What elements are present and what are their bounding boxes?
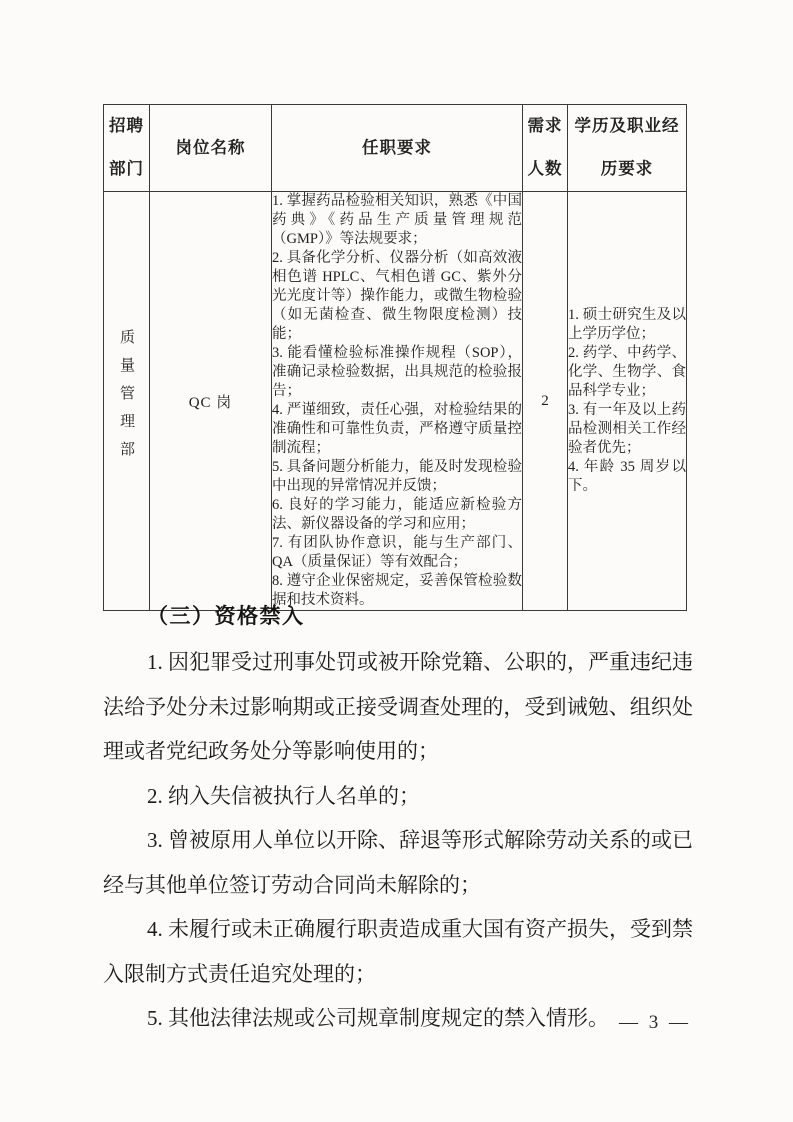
page-number: — 3 —: [619, 1012, 691, 1033]
disqualification-item-3: 3. 曾被原用人单位以开除、辞退等形式解除劳动关系的或已经与其他单位签订劳动合同尚未解除的；: [103, 828, 693, 897]
table-row: [104, 192, 687, 611]
header-education-experience: 学历及职业经历要求: [568, 105, 687, 192]
requirement-item: 1. 掌握药品检验相关知识，熟悉《中国药典》《药品生产质量管理规范（GMP）》等法规要求；: [272, 193, 522, 247]
disqualification-item-4: 4. 未履行或未正确履行职责造成重大国有资产损失，受到禁入限制方式责任追究处理的；: [103, 917, 693, 986]
header-position-name: 岗位名称: [150, 105, 272, 192]
qualifications-cell: [568, 192, 687, 611]
position-cell: QC 岗: [150, 192, 272, 611]
requirements-cell: [272, 192, 523, 611]
department-cell: [104, 192, 150, 611]
qualification-item: 3. 有一年及以上药品检测相关工作经验者优先；: [568, 402, 686, 456]
qualification-item: 2. 药学、中药学、化学、生物学、食品科学专业；: [568, 345, 686, 399]
qualification-item: 4. 年龄 35 周岁以下。: [568, 459, 686, 494]
requirement-item: 3. 能看懂检验标准操作规程（SOP），准确记录检验数据，出具规范的检验报告；: [272, 345, 522, 399]
requirement-item: 4. 严谨细致，责任心强，对检验结果的准确性和可靠性负责，严格遵守质量控制流程；: [272, 402, 522, 456]
requirement-item: 6. 良好的学习能力，能适应新检验方法、新仪器设备的学习和应用；: [272, 497, 522, 532]
requirement-item: 2. 具备化学分析、仪器分析（如高效液相色谱 HPLC、气相色谱 GC、紫外分光光度计等）操作能力，或微生物检验（如无菌检查、微生物限度检测）技能；: [272, 250, 522, 342]
qualification-item: 1. 硕士研究生及以上学历学位；: [568, 307, 686, 342]
disqualification-item-1: 1. 因犯罪受过刑事处罚或被开除党籍、公职的，严重违纪违法给予处分未过影响期或正接受调查处理的，受到诫勉、组织处理或者党纪政务处分等影响使用的；: [103, 650, 693, 763]
requirement-item: 5. 具备问题分析能力，能及时发现检验中出现的异常情况并反馈；: [272, 459, 522, 494]
table-header-row: [104, 105, 687, 192]
recruitment-table: [103, 104, 687, 611]
disqualification-item-2: 2. 纳入失信被执行人名单的；: [147, 783, 420, 808]
disqualification-item-5: 5. 其他法律法规或公司规章制度规定的禁入情形。: [147, 1006, 609, 1030]
header-headcount: 需求人数: [523, 105, 568, 192]
disqualification-section: [103, 594, 693, 1041]
requirement-item: 8. 遵守企业保密规定，妥善保管检验数据和技术资料。: [272, 573, 522, 608]
requirement-item: 7. 有团队协作意识，能与生产部门、QA（质量保证）等有效配合；: [272, 535, 522, 570]
section-title: （三）资格禁入: [147, 605, 305, 628]
headcount-cell: 2: [523, 192, 568, 611]
header-recruiting-department: 招聘部门: [104, 105, 150, 192]
header-job-requirements: 任职要求: [272, 105, 523, 192]
department-label: 质量管理部: [118, 328, 134, 469]
